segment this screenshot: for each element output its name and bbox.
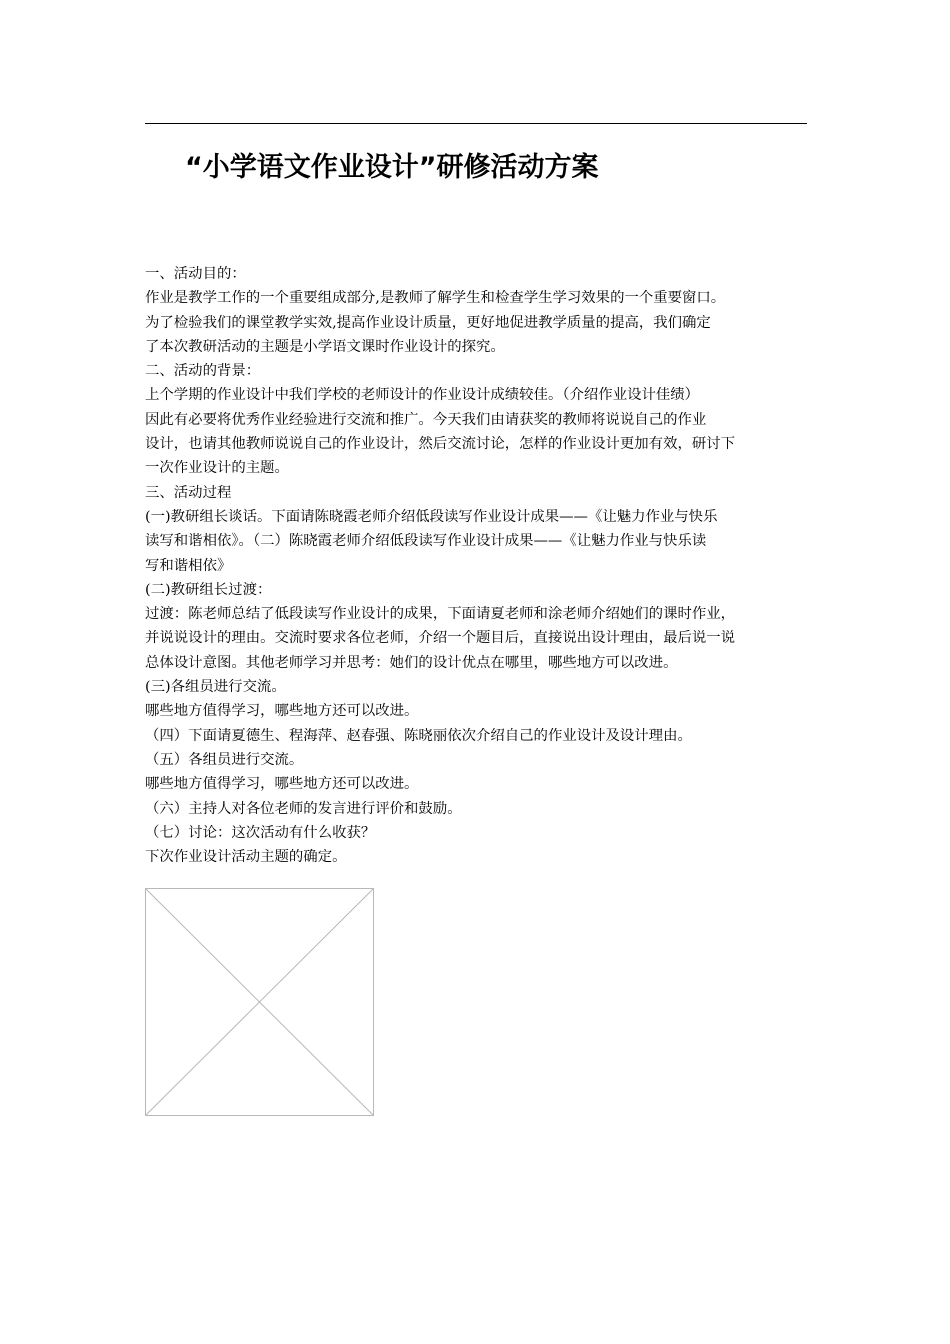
body-line: 为了检验我们的课堂教学实效,提高作业设计质量，更好地促进教学质量的提高，我们确定 bbox=[145, 314, 711, 331]
body-line: 设计，也请其他教师说说自己的作业设计，然后交流讨论，怎样的作业设计更加有效，研讨下 bbox=[145, 436, 736, 453]
body-line: （六）主持人对各位老师的发言进行评价和鼓励。 bbox=[145, 800, 462, 817]
body-line: （七）讨论：这次活动有什么收获？ bbox=[145, 824, 376, 841]
broken-image-icon bbox=[146, 889, 373, 1115]
body-line: (三)各组员进行交流。 bbox=[145, 679, 286, 696]
body-line: 因此有必要将优秀作业经验进行交流和推广。今天我们由请获奖的教师将说说自己的作业 bbox=[145, 411, 707, 428]
body-line: 哪些地方值得学习，哪些地方还可以改进。 bbox=[145, 776, 419, 793]
body-line: (一)教研组长谈话。下面请陈晓霞老师介绍低段读写作业设计成果——《让魅力作业与快乐 bbox=[145, 508, 718, 525]
body-line: 过渡：陈老师总结了低段读写作业设计的成果，下面请夏老师和涂老师介绍她们的课时作业， bbox=[145, 606, 736, 623]
body-line: 一次作业设计的主题。 bbox=[145, 460, 289, 477]
body-line: 写和谐相依》 bbox=[145, 557, 232, 574]
body-line: 三、活动过程 bbox=[145, 484, 232, 501]
document-body bbox=[145, 262, 813, 869]
body-line: 读写和谐相依》。（二）陈晓霞老师介绍低段读写作业设计成果——《让魅力作业与快乐读 bbox=[145, 533, 707, 550]
body-line: 并说说设计的理由。交流时要求各位老师，介绍一个题目后，直接说出设计理由，最后说一说 bbox=[145, 630, 736, 647]
body-line: 总体设计意图。其他老师学习并思考：她们的设计优点在哪里，哪些地方可以改进。 bbox=[145, 654, 678, 671]
body-line: （四）下面请夏德生、程海萍、赵春强、陈晓丽依次介绍自己的作业设计及设计理由。 bbox=[145, 727, 692, 744]
body-line: 下次作业设计活动主题的确定。 bbox=[145, 849, 347, 866]
document-title: “小学语文作业设计”研修活动方案 bbox=[185, 152, 599, 183]
body-line: （五）各组员进行交流。 bbox=[145, 751, 304, 768]
body-line: 哪些地方值得学习，哪些地方还可以改进。 bbox=[145, 703, 419, 720]
body-line: 一、活动目的： bbox=[145, 266, 246, 282]
body-line: 了本次教研活动的主题是小学语文课时作业设计的探究。 bbox=[145, 338, 505, 355]
body-line: (二)教研组长过渡： bbox=[145, 581, 272, 598]
body-line: 作业是教学工作的一个重要组成部分,是教师了解学生和检查学生学习效果的一个重要窗口。 bbox=[145, 290, 726, 307]
image-placeholder bbox=[145, 888, 374, 1116]
body-line: 二、活动的背景： bbox=[145, 363, 261, 380]
header-rule bbox=[145, 123, 807, 124]
body-line: 上个学期的作业设计中我们学校的老师设计的作业设计成绩较佳。（介绍作业设计佳绩） bbox=[145, 387, 700, 404]
